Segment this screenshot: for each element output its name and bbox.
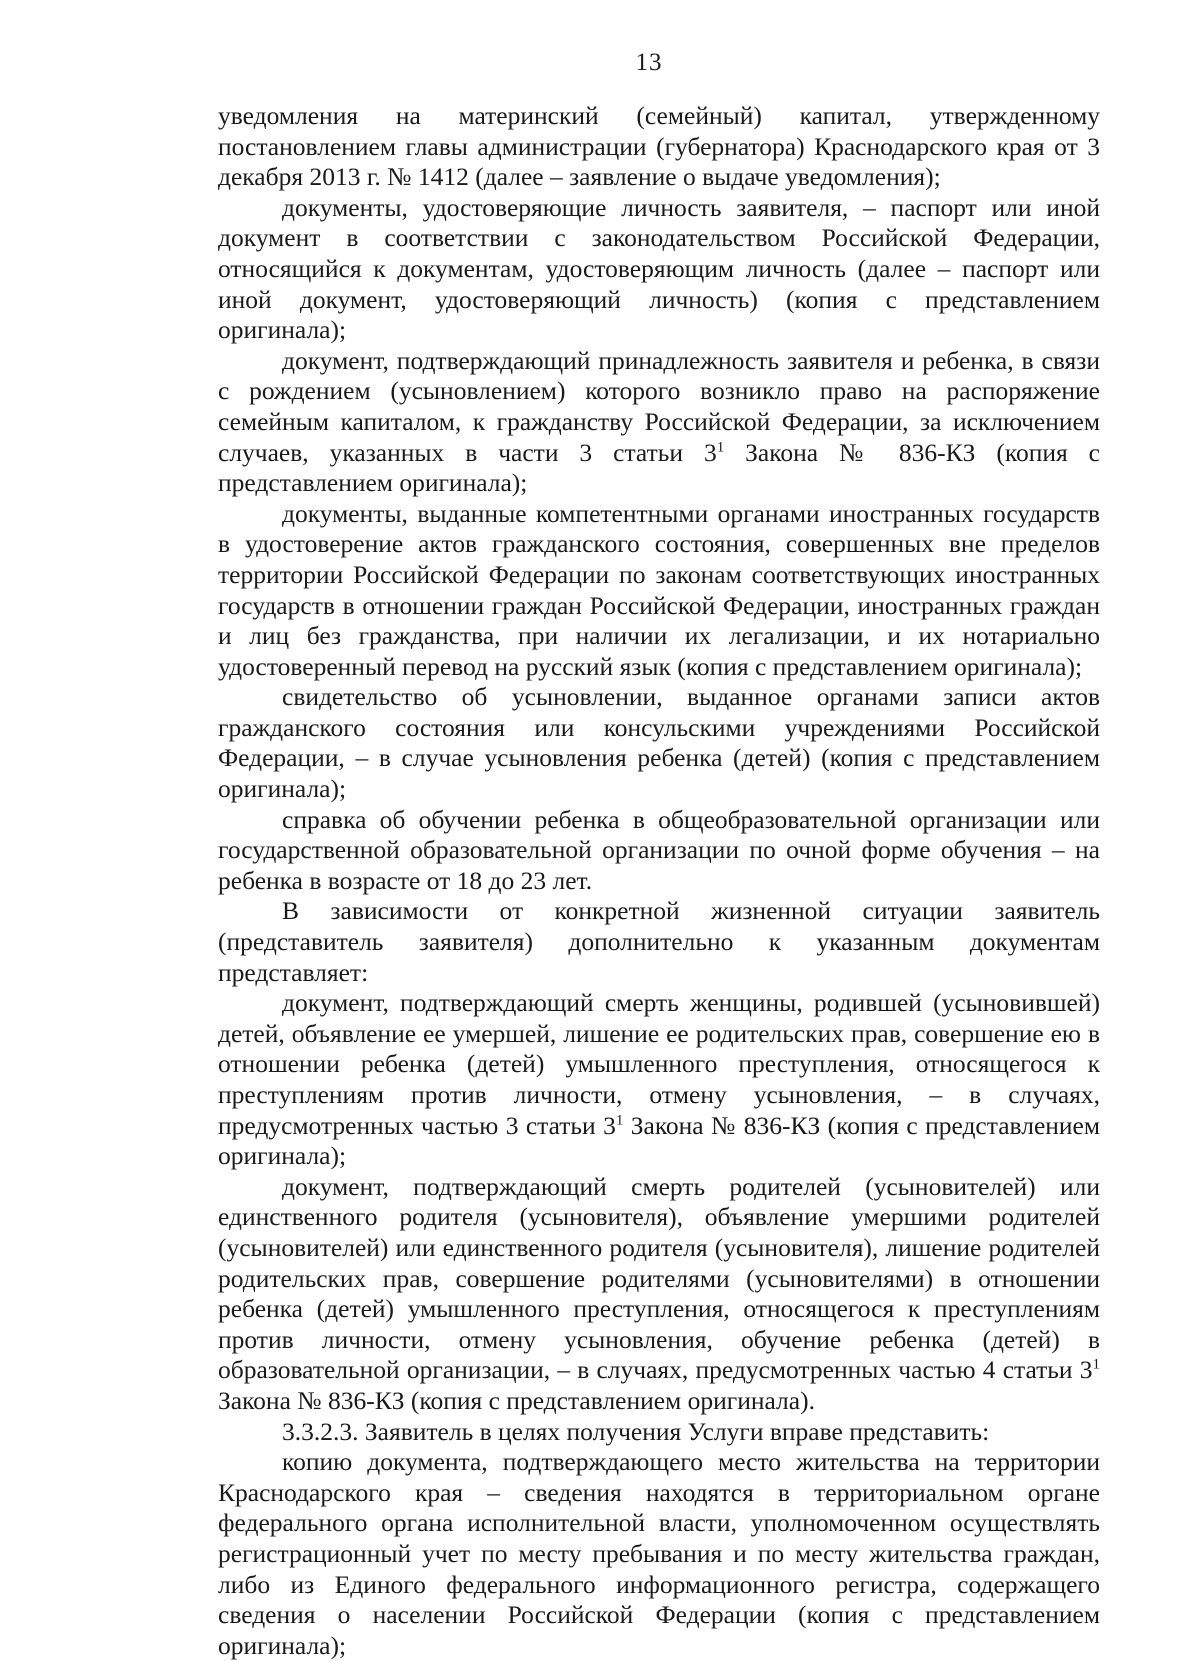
paragraph-identity-documents (218, 193, 1100, 346)
superscript: 1 (1092, 1356, 1100, 1373)
paragraph-section-3-3-2-3 (218, 1417, 1100, 1448)
paragraph-text: документ, подтверждающий смерть женщины, родившей (усыновившей) детей, объявление ее умершей, лишение ее родительских прав, совершение ею в отношении ребенка (детей) умышленного преступления, относящегося к преступлениям против личности, отмену усыновления, – в случаях, предусмотренных частью 3 статьи 3 (218, 988, 1100, 1140)
page-number: 13 (635, 49, 663, 76)
paragraph-foreign-documents (218, 499, 1100, 683)
paragraph-text: документ, подтверждающий принадлежность заявителя и ребенка, в связи с рождением (усыновлением) которого возникло право на распоряжение семейным капиталом, к гражданству Российской Федерации, за исключением случаев, указанных в части 3 статьи 3 (218, 345, 1100, 467)
paragraph-text: документы, выданные компетентными органами иностранных государств в удостоверение актов гражданского состояния, совершенных вне пределов территории Российской Федерации по законам соответствующих иностранных государств в отношении граждан Российской Федерации, иностранных граждан и лиц без гражданства, при наличии их легализации, и их нотариально удостоверенный перевод на русский язык (копия с представлением оригинала); (218, 498, 1100, 681)
document-body (218, 101, 1100, 1661)
paragraph-text: уведомления на материнский (семейный) капитал, утвержденному постановлением главы администрации (губернатора) Краснодарского края от 3 декабря 2013 г. № 1412 (далее – заявление о выдаче уведомления); (218, 101, 1100, 192)
paragraph-application-continuation (218, 101, 1100, 193)
paragraph-text: документы, удостоверяющие личность заявителя, – паспорт или иной документ в соответствии с законодательством Российской Федерации, относящийся к документам, удостоверяющим личность (далее – паспорт или иной документ, удостоверяющий личность) (копия с представлением оригинала); (218, 192, 1100, 345)
paragraph-mother-death-document (218, 988, 1100, 1172)
paragraph-residence-document (218, 1447, 1100, 1661)
paragraph-text: документ, подтверждающий смерть родителей (усыновителей) или единственного родителя (усыновителя), объявление умершими родителей (усыновителей) или единственного родителя (усыновителя), лишение родителей родительских прав, совершение родителями (усыновителями) в отношении ребенка (детей) умышленного преступления, относящегося к преступлениям против личности, отмену усыновления, обучение ребенка (детей) в образовательной организации, – в случаях, предусмотренных частью 4 статьи 3 (218, 1171, 1100, 1385)
paragraph-text: В зависимости от конкретной жизненной ситуации заявитель (представитель заявителя) дополнительно к указанным документам представляет: (218, 896, 1100, 987)
paragraph-citizenship-document (218, 346, 1100, 499)
paragraph-text: Закона № 836-КЗ (копия с представлением оригинала); (218, 1110, 1101, 1171)
superscript: 1 (716, 439, 725, 456)
paragraph-text: свидетельство об усыновлении, выданное органами записи актов гражданского состояния или консульскими учреждениями Российской Федерации, – в случае усыновления ребенка (детей) (копия с представлением оригинала); (218, 682, 1100, 804)
paragraph-text: копию документа, подтверждающего место жительства на территории Краснодарского края – сведения находятся в территориальном органе федерального органа исполнительной власти, уполномоченном осуществлять регистрационный учет по месту пребывания и по месту жительства граждан, либо из Единого федерального информационного регистра, содержащего сведения о населении Российской Федерации (копия с представлением оригинала); (218, 1447, 1100, 1660)
superscript: 1 (615, 1112, 624, 1129)
paragraph-text: Закона № 836-КЗ (копия с представлением оригинала). (218, 1385, 815, 1415)
paragraph-adoption-certificate (218, 682, 1100, 804)
paragraph-education-certificate (218, 805, 1100, 897)
paragraph-parents-death-document (218, 1172, 1100, 1417)
paragraph-text: 3.3.2.3. Заявитель в целях получения Услуги вправе представить: (282, 1416, 990, 1446)
paragraph-additional-documents-intro (218, 896, 1100, 988)
paragraph-text: справка об обучении ребенка в общеобразовательной организации или государственной образовательной организации по очной форме обучения – на ребенка в возрасте от 18 до 23 лет. (218, 804, 1100, 895)
paragraph-text: Закона № 836-КЗ (копия с представлением оригинала); (218, 437, 1101, 498)
